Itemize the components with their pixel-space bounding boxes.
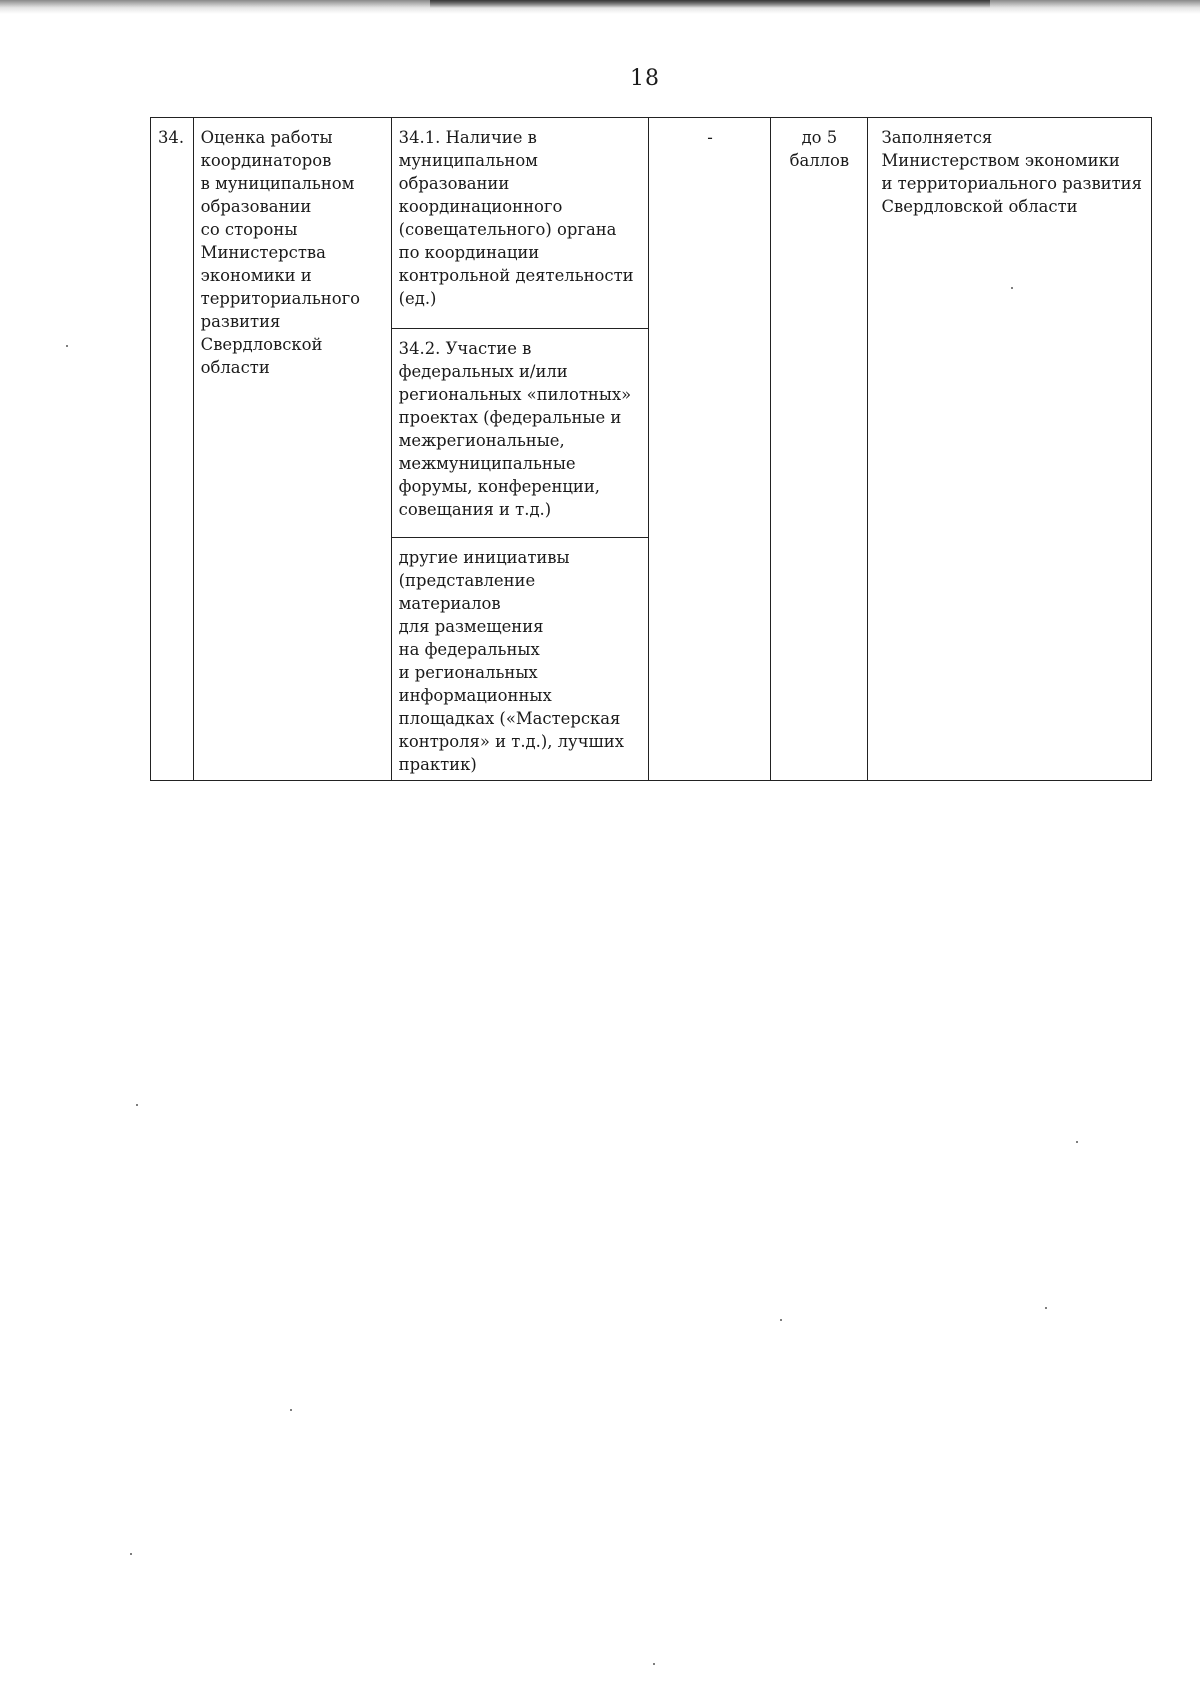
- scan-speck: [290, 1409, 292, 1411]
- note-cell: [867, 118, 1151, 781]
- score-line: до 5: [801, 128, 838, 147]
- criterion-name-line: со стороны: [200, 220, 298, 239]
- formula-cell: [648, 118, 771, 781]
- indicator-line: 34.1. Наличие в: [398, 128, 537, 147]
- indicator-line: (представление материалов: [398, 571, 536, 613]
- row-number-cell: [151, 118, 194, 781]
- note-line: и территориального развития: [881, 174, 1142, 193]
- indicator-line: региональных «пилотных»: [398, 385, 632, 404]
- indicator-line: по координации: [398, 243, 540, 262]
- criterion-name-line: координаторов: [200, 151, 332, 170]
- indicator-line: 34.2. Участие в: [398, 339, 532, 358]
- indicator-cell-34-2: [391, 329, 648, 538]
- indicator-line: для размещения: [398, 617, 544, 636]
- criterion-name-line: Оценка работы: [200, 128, 333, 147]
- indicator-line: площадках («Мастерская: [398, 709, 621, 728]
- indicator-line: координационного: [398, 197, 563, 216]
- indicator-line: межмуниципальные: [398, 454, 576, 473]
- note-line: Свердловской области: [881, 197, 1078, 216]
- page-number: 18: [630, 66, 660, 91]
- criterion-name-line: Свердловской: [200, 335, 323, 354]
- indicator-cell-34-1: [391, 118, 648, 329]
- criterion-name-line: образовании: [200, 197, 312, 216]
- row-number: 34.: [158, 128, 185, 147]
- scan-speck: [1045, 1307, 1047, 1309]
- scan-speck: [780, 1319, 782, 1321]
- indicator-line: (совещательного) органа: [398, 220, 617, 239]
- scan-speck: [653, 1663, 655, 1665]
- scan-speck: [130, 1553, 132, 1555]
- note-line: Заполняется: [881, 128, 993, 147]
- criterion-name-cell: [193, 118, 391, 781]
- table-row: [151, 118, 1152, 329]
- note-line: Министерством экономики: [881, 151, 1120, 170]
- indicator-line: (ед.): [398, 289, 437, 308]
- indicator-line: межрегиональные,: [398, 431, 565, 450]
- criterion-name-line: территориального: [200, 289, 361, 308]
- indicator-line: контроля» и т.д.), лучших: [398, 732, 624, 751]
- indicator-line: совещания и т.д.): [398, 500, 552, 519]
- scan-top-edge-dark: [430, 0, 990, 8]
- formula-value: -: [707, 128, 713, 147]
- criteria-table: [150, 117, 1152, 781]
- criterion-name-line: области: [200, 358, 270, 377]
- indicator-line: другие инициативы: [398, 548, 570, 567]
- criterion-name-line: развития: [200, 312, 281, 331]
- indicator-cell-other: [391, 538, 648, 781]
- scan-speck: [1076, 1141, 1078, 1143]
- indicator-line: на федеральных: [398, 640, 540, 659]
- indicator-line: и региональных: [398, 663, 538, 682]
- indicator-line: образовании: [398, 174, 510, 193]
- indicator-line: проектах (федеральные и: [398, 408, 622, 427]
- indicator-line: контрольной деятельности: [398, 266, 634, 285]
- score-line: баллов: [789, 151, 850, 170]
- indicator-line: федеральных и/или: [398, 362, 568, 381]
- criterion-name-line: в муниципальном: [200, 174, 355, 193]
- indicator-line: муниципальном: [398, 151, 538, 170]
- indicator-line: практик): [398, 755, 477, 774]
- scan-speck: [66, 345, 68, 347]
- criterion-name-line: экономики и: [200, 266, 312, 285]
- score-cell: [771, 118, 867, 781]
- scan-speck: [136, 1104, 138, 1106]
- scan-speck: [1011, 287, 1013, 289]
- indicator-line: информационных: [398, 686, 552, 705]
- criterion-name-line: Министерства: [200, 243, 326, 262]
- indicator-line: форумы, конференции,: [398, 477, 600, 496]
